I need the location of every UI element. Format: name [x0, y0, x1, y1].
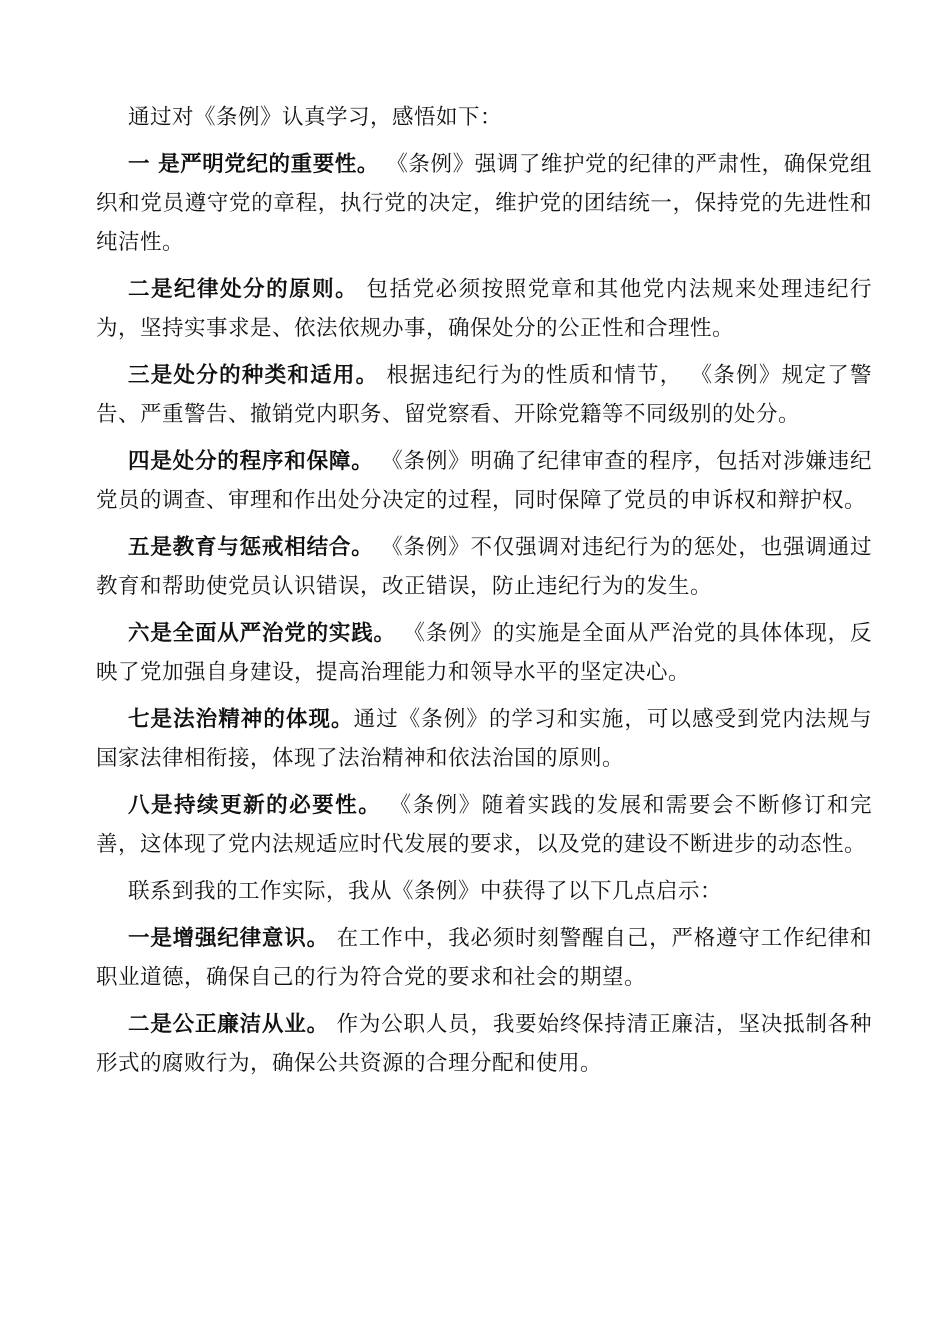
point-text: 包括党必须按照党章和其他党内法规来处理违纪行为，坚持实事求是、依法依规办事，确保处分的公正性和合理性。 — [96, 277, 872, 341]
point-paragraph-6 — [96, 614, 872, 692]
point-heading: 七是法治精神的体现。 — [128, 707, 354, 732]
insight-text: 在工作中，我必须时刻警醒自己，严格遵守工作纪律和职业道德，确保自己的行为符合党的要求和社会的期望。 — [96, 926, 872, 990]
point-heading: 二是纪律处分的原则。 — [128, 277, 359, 302]
insight-heading: 二是公正廉洁从业。 — [128, 1012, 329, 1037]
point-text: 《条例》不仅强调对违纪行为的惩处，也强调通过教育和帮助使党员认识错误，改正错误，防止违纪行为的发生。 — [96, 535, 872, 599]
point-paragraph-5 — [96, 528, 872, 606]
point-text: 根据违纪行为的性质和情节， 《条例》规定了警告、严重警告、撤销党内职务、留党察看、开除党籍等不同级别的处分。 — [96, 363, 872, 427]
insight-paragraph-2 — [96, 1005, 872, 1083]
point-paragraph-2 — [96, 270, 872, 348]
point-paragraph-4 — [96, 442, 872, 520]
point-heading: 四是处分的程序和保障。 — [128, 449, 374, 474]
point-text: 《条例》明确了纪律审查的程序，包括对涉嫌违纪党员的调查、审理和作出处分决定的过程，同时保障了党员的申诉权和辩护权。 — [96, 449, 872, 513]
insight-paragraph-1 — [96, 919, 872, 997]
document-body — [96, 98, 872, 1091]
point-text: 通过《条例》的学习和实施，可以感受到党内法规与国家法律相衔接，体现了法治精神和依法治国的原则。 — [96, 707, 872, 771]
point-text: 《条例》的实施是全面从严治党的具体体现，反映了党加强自身建设，提高治理能力和领导水平的坚定决心。 — [96, 621, 872, 685]
point-paragraph-3 — [96, 356, 872, 434]
intro-paragraph: 通过对《条例》认真学习，感悟如下： — [128, 105, 503, 130]
point-heading: 三是处分的种类和适用。 — [128, 363, 379, 388]
insight-intro-paragraph: 联系到我的工作实际，我从《条例》中获得了以下几点启示： — [128, 879, 723, 904]
point-text: 《条例》随着实践的发展和需要会不断修订和完善，这体现了党内法规适应时代发展的要求，以及党的建设不断进步的动态性。 — [96, 793, 872, 857]
insight-heading: 一是增强纪律意识。 — [128, 926, 329, 951]
point-heading: 一 是严明党纪的重要性。 — [128, 152, 379, 177]
point-text: 《条例》强调了维护党的纪律的严肃性，确保党组织和党员遵守党的章程，执行党的决定，维护党的团结统一，保持党的先进性和纯洁性。 — [96, 152, 872, 255]
point-paragraph-8 — [96, 786, 872, 864]
point-heading: 八是持续更新的必要性。 — [128, 793, 382, 818]
insight-text: 作为公职人员，我要始终保持清正廉洁，坚决抵制各种形式的腐败行为，确保公共资源的合理分配和使用。 — [96, 1012, 872, 1076]
point-paragraph-7 — [96, 700, 872, 778]
point-heading: 五是教育与惩戒相结合。 — [128, 535, 374, 560]
point-heading: 六是全面从严治党的实践。 — [128, 621, 396, 646]
point-paragraph-1 — [96, 145, 872, 262]
